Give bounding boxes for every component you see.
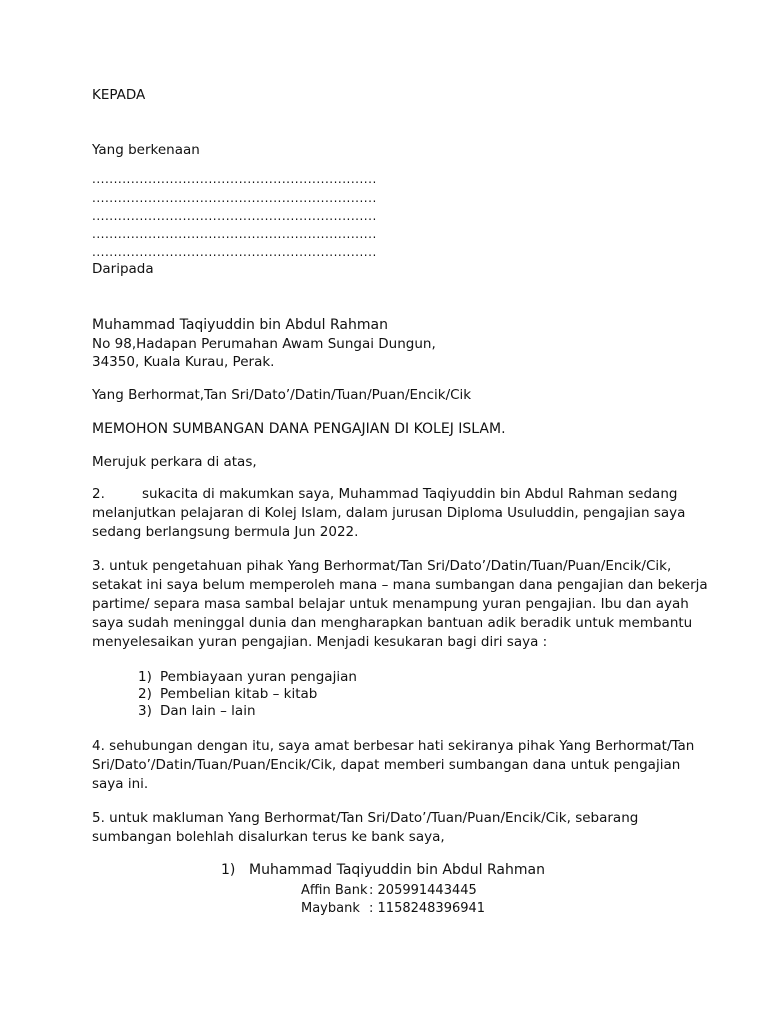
list-item-number: 3)	[138, 703, 152, 719]
paragraph-2	[92, 485, 686, 542]
paragraph-4-line-2: Sri/Dato’/Datin/Tuan/Puan/Encik/Cik, dapat memberi sumbangan dana untuk pengajian	[92, 757, 681, 773]
list-item	[138, 686, 357, 703]
dotted-line-5: ..................................................................	[92, 245, 377, 259]
bank-account-number: 1158248396941	[377, 901, 486, 916]
bank-account-number: 205991443445	[377, 883, 477, 898]
list-item-text: Pembiayaan yuran pengajian	[160, 669, 357, 685]
list-item-number: 2)	[138, 686, 152, 702]
bank-holder-heading	[221, 861, 545, 880]
bank-name: Maybank	[301, 901, 360, 916]
address-line-2: 34350, Kuala Kurau, Perak.	[92, 354, 275, 370]
bank-separator: :	[369, 901, 374, 916]
paragraph-5	[92, 809, 652, 847]
paragraph-5-line-1: 5. untuk makluman Yang Berhormat/Tan Sri/Dato’/Tuan/Puan/Encik/Cik, sebarang	[92, 810, 639, 826]
to-heading: KEPADA	[92, 87, 146, 103]
paragraph-3-line-4: saya sudah meninggal dunia dan mengharapkan bantuan adik beradik untuk membantu	[92, 615, 693, 631]
reference-line: Merujuk perkara di atas,	[92, 454, 257, 470]
list-item	[138, 703, 357, 720]
bank-account-row	[301, 899, 485, 918]
paragraph-2-line-2: melanjutkan pelajaran di Kolej Islam, dalam jurusan Diploma Usuluddin, pengajian saya	[92, 505, 686, 521]
salutation: Yang Berhormat,Tan Sri/Dato’/Datin/Tuan/Puan/Encik/Cik	[92, 387, 472, 403]
paragraph-5-line-2: sumbangan bolehlah disalurkan terus ke bank saya,	[92, 829, 445, 845]
subject-line: MEMOHON SUMBANGAN DANA PENGAJIAN DI KOLEJ ISLAM.	[92, 421, 506, 437]
from-label: Daripada	[92, 261, 154, 277]
list-item-number: 1)	[138, 669, 152, 685]
address-line-1: No 98,Hadapan Perumahan Awam Sungai Dungun,	[92, 336, 436, 352]
list-item	[138, 669, 357, 686]
greeting: Yang berkenaan	[92, 142, 200, 158]
paragraph-2-line-3: sedang berlangsung bermula Jun 2022.	[92, 524, 359, 540]
bank-separator: :	[369, 883, 374, 898]
paragraph-3-line-3: partime/ separa masa sambal belajar untuk menampung yuran pengajian. Ibu dan ayah	[92, 596, 689, 612]
dotted-line-4: ..................................................................	[92, 227, 377, 241]
bank-holder-name: Muhammad Taqiyuddin bin Abdul Rahman	[249, 862, 545, 878]
dotted-line-2: ..................................................................	[92, 191, 377, 205]
needs-list	[138, 669, 357, 720]
paragraph-4-line-1: 4. sehubungan dengan itu, saya amat berbesar hati sekiranya pihak Yang Berhormat/Tan	[92, 738, 695, 754]
paragraph-2-line-1	[92, 485, 678, 504]
paragraph-2-text-1: sukacita di makumkan saya, Muhammad Taqiyuddin bin Abdul Rahman sedang	[142, 486, 678, 502]
paragraph-3-line-1: 3. untuk pengetahuan pihak Yang Berhormat/Tan Sri/Dato’/Datin/Tuan/Puan/Encik/Cik,	[92, 558, 672, 574]
list-item-text: Dan lain – lain	[160, 703, 256, 719]
dotted-line-1: ..................................................................	[92, 172, 377, 186]
paragraph-4-line-3: saya ini.	[92, 776, 149, 792]
paragraph-2-number: 2.	[92, 486, 105, 502]
bank-holder-number: 1)	[221, 862, 236, 878]
bank-name: Affin Bank	[301, 883, 368, 898]
bank-account-row	[301, 881, 477, 900]
dotted-line-3: ..................................................................	[92, 209, 377, 223]
paragraph-3-line-5: menyelesaikan yuran pengajian. Menjadi kesukaran bagi diri saya :	[92, 634, 548, 650]
paragraph-3	[92, 557, 708, 652]
sender-name: Muhammad Taqiyuddin bin Abdul Rahman	[92, 317, 388, 333]
paragraph-3-line-2: setakat ini saya belum memperoleh mana – mana sumbangan dana pengajian dan bekerja	[92, 577, 708, 593]
list-item-text: Pembelian kitab – kitab	[160, 686, 318, 702]
paragraph-4	[92, 737, 695, 794]
